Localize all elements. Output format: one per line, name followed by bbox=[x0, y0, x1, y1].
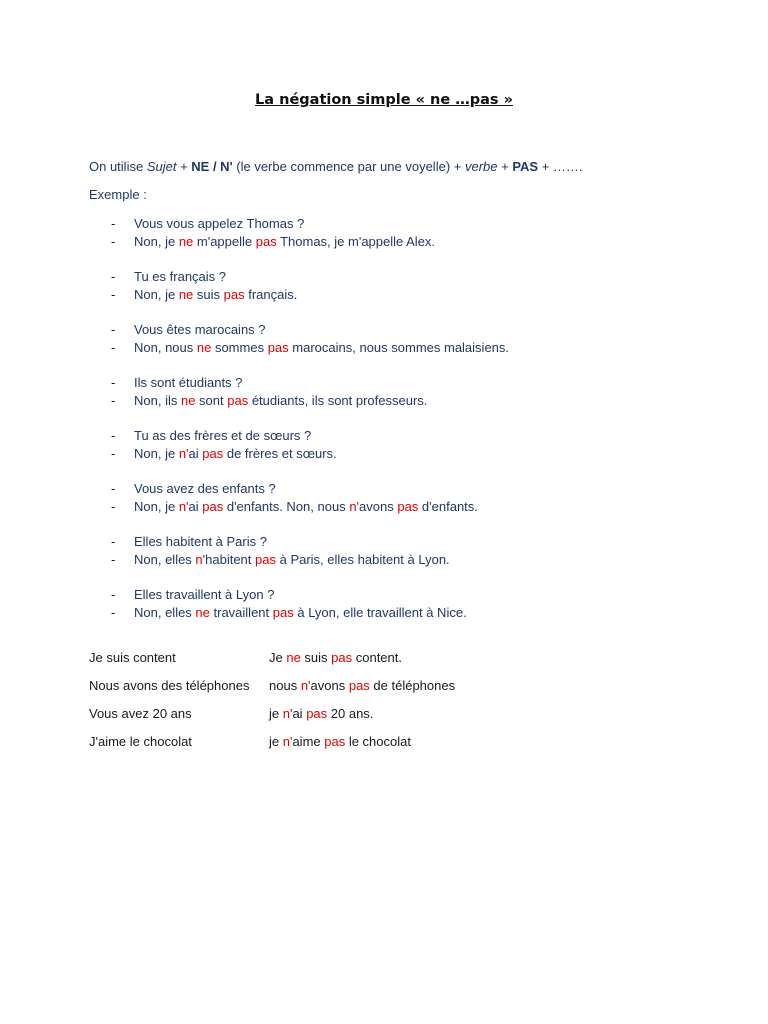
bullet-dash: - bbox=[111, 481, 116, 496]
bullet-dash: - bbox=[111, 234, 116, 249]
negative-sentence bbox=[269, 705, 373, 723]
rule-pas: PAS bbox=[512, 159, 539, 174]
sentence-text: avons bbox=[359, 499, 398, 514]
example-list bbox=[89, 215, 749, 639]
example-pair bbox=[89, 480, 749, 516]
affirmative-sentence: Je suis content bbox=[89, 650, 176, 665]
rule-text: + ……. bbox=[538, 159, 583, 174]
negative-sentence bbox=[269, 677, 455, 695]
bullet-dash: - bbox=[111, 534, 116, 549]
sentence-text: sont bbox=[195, 393, 228, 408]
negation-word: n' bbox=[349, 499, 360, 514]
rule-sentence bbox=[89, 159, 583, 174]
negation-word: pas bbox=[202, 499, 224, 514]
bullet-dash: - bbox=[111, 499, 116, 514]
negation-word: ne bbox=[178, 287, 194, 302]
example-pair bbox=[89, 321, 749, 357]
answer-text bbox=[134, 286, 297, 304]
answer-text bbox=[134, 445, 337, 463]
question-text: Vous vous appelez Thomas ? bbox=[134, 216, 305, 231]
negation-word: ne bbox=[196, 340, 212, 355]
answer-line bbox=[89, 551, 749, 569]
question-text: Tu as des frères et de sœurs ? bbox=[134, 428, 312, 443]
rule-text: (le verbe commence par une voyelle) + bbox=[232, 159, 465, 174]
sentence-text: Non, je bbox=[134, 287, 179, 302]
sentence-text: Non, nous bbox=[134, 340, 197, 355]
question-text: Vous êtes marocains ? bbox=[134, 322, 266, 337]
answer-line bbox=[89, 286, 749, 304]
negation-word: n' bbox=[282, 734, 293, 749]
answer-line bbox=[89, 392, 749, 410]
question-text: Ils sont étudiants ? bbox=[134, 375, 243, 390]
sentence-text: nous bbox=[269, 678, 301, 693]
sentence-text: d'enfants. bbox=[418, 499, 478, 514]
bullet-dash: - bbox=[111, 446, 116, 461]
bullet-dash: - bbox=[111, 587, 116, 602]
question-line bbox=[89, 533, 749, 551]
sentence-text: Non, elles bbox=[134, 605, 196, 620]
rule-text: + bbox=[497, 159, 513, 174]
sentence-text: aime bbox=[292, 734, 325, 749]
negation-word: n' bbox=[178, 499, 189, 514]
example-pair bbox=[89, 427, 749, 463]
sentence-text: de frères et sœurs. bbox=[223, 446, 337, 461]
negation-word: pas bbox=[223, 287, 245, 302]
question-text: Tu es français ? bbox=[134, 269, 227, 284]
negation-word: pas bbox=[255, 234, 277, 249]
bullet-dash: - bbox=[111, 287, 116, 302]
sentence-text: m'appelle bbox=[193, 234, 256, 249]
sentence-text: français. bbox=[244, 287, 298, 302]
answer-text bbox=[134, 498, 478, 516]
negation-word: n' bbox=[195, 552, 206, 567]
bullet-dash: - bbox=[111, 393, 116, 408]
answer-text bbox=[134, 392, 427, 410]
bullet-dash: - bbox=[111, 375, 116, 390]
negation-word: pas bbox=[331, 650, 353, 665]
affirmative-sentence: Nous avons des téléphones bbox=[89, 678, 250, 693]
question-line bbox=[89, 215, 749, 233]
rule-text: + bbox=[176, 159, 192, 174]
example-pair bbox=[89, 268, 749, 304]
negation-word: pas bbox=[202, 446, 224, 461]
document-title: La négation simple « ne …pas » bbox=[255, 92, 513, 108]
rule-text: On utilise bbox=[89, 159, 147, 174]
negation-word: pas bbox=[227, 393, 249, 408]
sentence-text: de téléphones bbox=[369, 678, 456, 693]
sentence-text: Non, je bbox=[134, 446, 179, 461]
sentence-text: Je bbox=[269, 650, 287, 665]
table-row bbox=[89, 705, 689, 733]
negation-word: pas bbox=[348, 678, 370, 693]
negation-word: pas bbox=[397, 499, 419, 514]
sentence-text: Non, je bbox=[134, 234, 179, 249]
question-text: Vous avez des enfants ? bbox=[134, 481, 276, 496]
negation-word: ne bbox=[195, 605, 210, 620]
question-line bbox=[89, 427, 749, 445]
example-pair bbox=[89, 374, 749, 410]
affirmative-sentence: Vous avez 20 ans bbox=[89, 706, 192, 721]
exemple-label: Exemple : bbox=[89, 187, 147, 202]
sentence-text: Non, ils bbox=[134, 393, 181, 408]
sentence-text: content. bbox=[352, 650, 402, 665]
sentence-text: Non, elles bbox=[134, 552, 196, 567]
sentence-text: ai bbox=[188, 446, 203, 461]
answer-line bbox=[89, 233, 749, 251]
sentence-text: sommes bbox=[211, 340, 268, 355]
answer-text bbox=[134, 551, 450, 569]
question-line bbox=[89, 268, 749, 286]
rule-verbe: verbe bbox=[464, 159, 498, 174]
question-line bbox=[89, 321, 749, 339]
table-row bbox=[89, 677, 689, 705]
sentence-text: Non, je bbox=[134, 499, 179, 514]
answer-line bbox=[89, 339, 749, 357]
negation-word: pas bbox=[267, 340, 289, 355]
negation-word: pas bbox=[306, 706, 328, 721]
question-line bbox=[89, 374, 749, 392]
sentence-text: ai bbox=[188, 499, 203, 514]
answer-text bbox=[134, 339, 509, 357]
negation-word: ne bbox=[180, 393, 196, 408]
sentence-text: travaillent bbox=[209, 605, 273, 620]
example-pair bbox=[89, 215, 749, 251]
sentence-text: à Lyon, elle travaillent à Nice. bbox=[293, 605, 467, 620]
bullet-dash: - bbox=[111, 552, 116, 567]
sentence-text: suis bbox=[300, 650, 332, 665]
answer-line bbox=[89, 498, 749, 516]
answer-line bbox=[89, 604, 749, 622]
negation-word: pas bbox=[255, 552, 276, 567]
negation-word: n' bbox=[178, 446, 189, 461]
question-text: Elles habitent à Paris ? bbox=[134, 534, 267, 549]
sentence-text: ai bbox=[292, 706, 307, 721]
sentence-text: le chocolat bbox=[345, 734, 411, 749]
sentence-text: Thomas, je m'appelle Alex. bbox=[276, 234, 436, 249]
negation-word: ne bbox=[178, 234, 194, 249]
sentence-text: habitent bbox=[205, 552, 256, 567]
sentence-text: je bbox=[269, 706, 283, 721]
bullet-dash: - bbox=[111, 340, 116, 355]
example-pair bbox=[89, 586, 749, 622]
answer-line bbox=[89, 445, 749, 463]
sentence-text: marocains, nous sommes malaisiens. bbox=[288, 340, 510, 355]
negation-word: ne bbox=[286, 650, 301, 665]
negative-sentence bbox=[269, 649, 402, 667]
negation-word: n' bbox=[282, 706, 293, 721]
rule-sujet: Sujet bbox=[146, 159, 177, 174]
answer-text bbox=[134, 604, 467, 622]
bullet-dash: - bbox=[111, 216, 116, 231]
negation-table bbox=[89, 649, 689, 761]
bullet-dash: - bbox=[111, 322, 116, 337]
sentence-text: avons bbox=[310, 678, 349, 693]
sentence-text: étudiants, ils sont professeurs. bbox=[248, 393, 428, 408]
bullet-dash: - bbox=[111, 428, 116, 443]
affirmative-sentence: J'aime le chocolat bbox=[89, 734, 192, 749]
sentence-text: d'enfants. Non, nous bbox=[223, 499, 350, 514]
bullet-dash: - bbox=[111, 605, 116, 620]
sentence-text: à Paris, elles habitent à Lyon. bbox=[275, 552, 450, 567]
sentence-text: je bbox=[269, 734, 283, 749]
sentence-text: 20 ans. bbox=[327, 706, 374, 721]
bullet-dash: - bbox=[111, 269, 116, 284]
answer-text bbox=[134, 233, 435, 251]
negative-sentence bbox=[269, 733, 411, 751]
question-text: Elles travaillent à Lyon ? bbox=[134, 587, 275, 602]
example-pair bbox=[89, 533, 749, 569]
negation-word: pas bbox=[324, 734, 346, 749]
sentence-text: suis bbox=[193, 287, 224, 302]
table-row bbox=[89, 733, 689, 761]
table-row bbox=[89, 649, 689, 677]
negation-word: n' bbox=[300, 678, 311, 693]
question-line bbox=[89, 586, 749, 604]
rule-ne: NE / N' bbox=[191, 159, 233, 174]
question-line bbox=[89, 480, 749, 498]
negation-word: pas bbox=[272, 605, 294, 620]
